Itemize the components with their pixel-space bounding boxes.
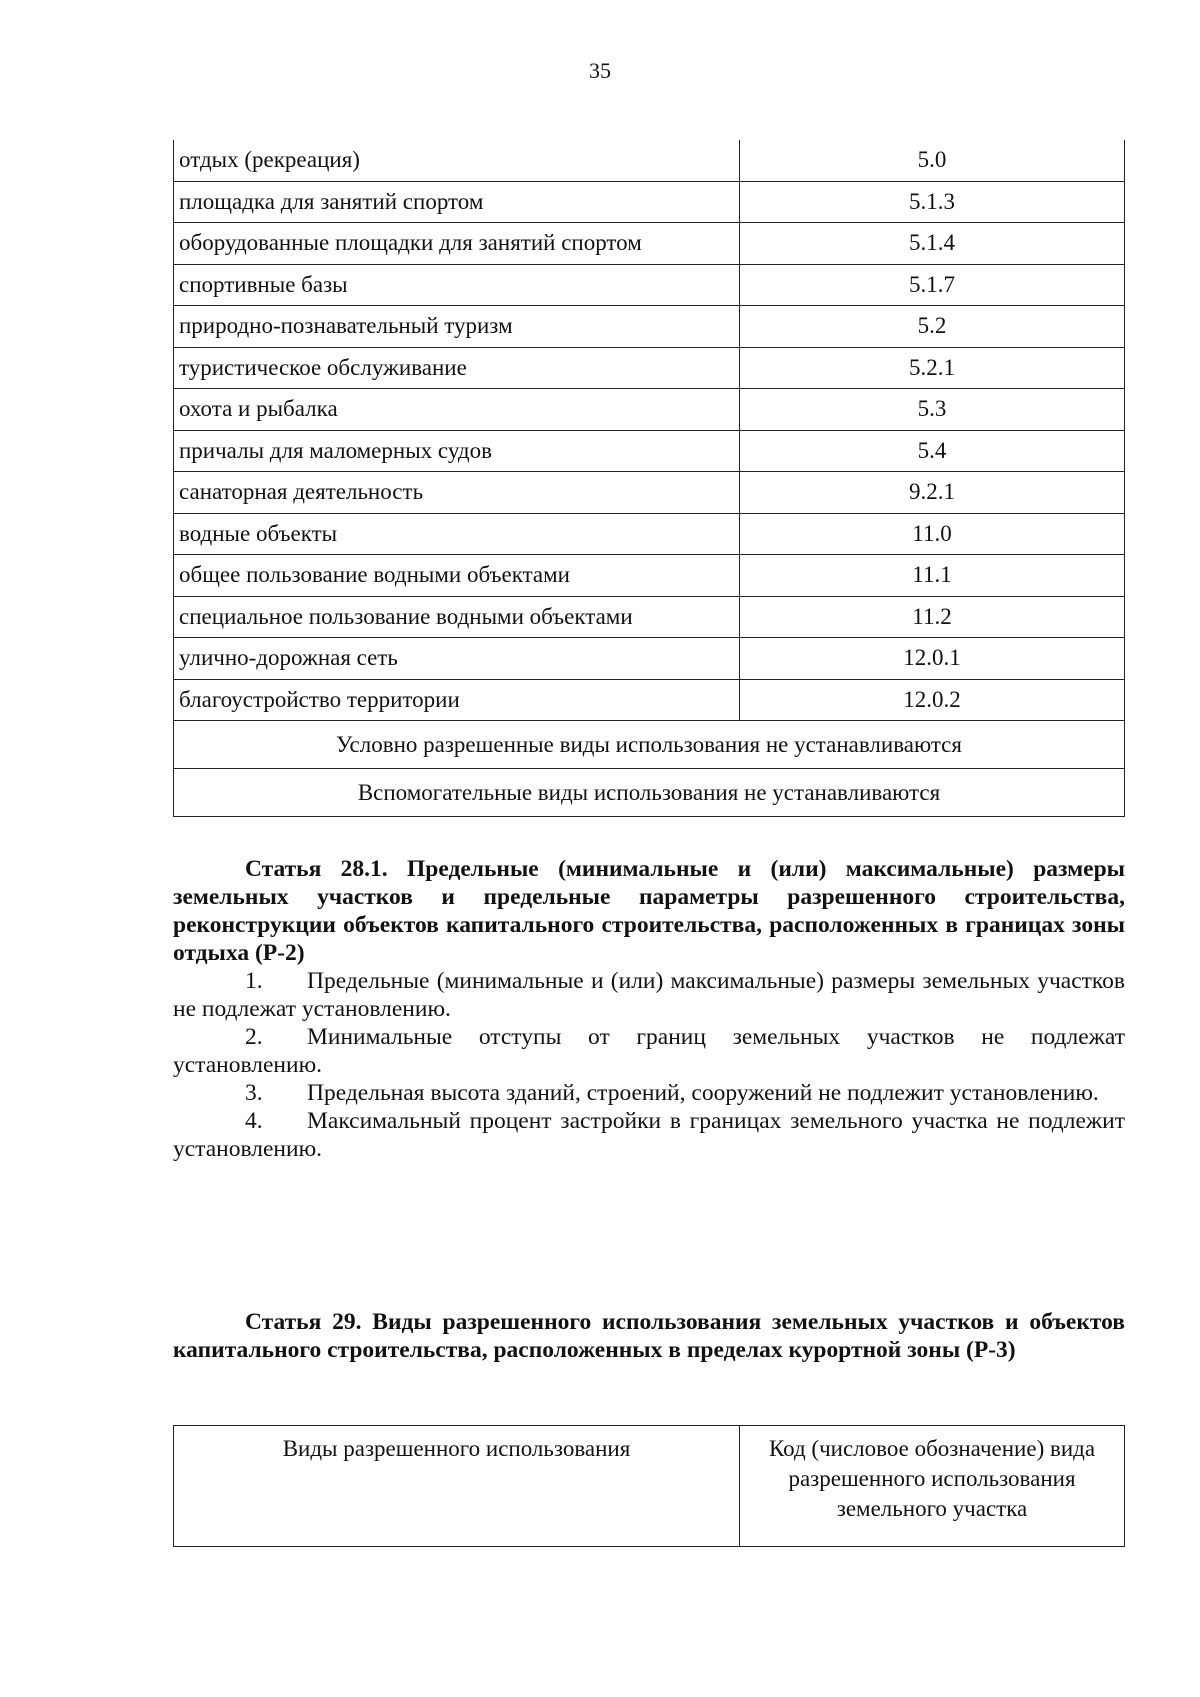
table-row bbox=[174, 223, 1125, 265]
use-code-cell: 5.0 bbox=[740, 140, 1125, 181]
table-row bbox=[174, 472, 1125, 514]
page-number: 35 bbox=[589, 58, 611, 83]
permitted-uses-table bbox=[173, 140, 1125, 817]
article-29 bbox=[173, 1308, 1125, 1364]
article-item-number: 1. bbox=[245, 968, 263, 994]
use-code-cell: 12.0.2 bbox=[740, 679, 1125, 721]
use-code-cell: 11.2 bbox=[740, 596, 1125, 638]
article-item-text: Предельная высота зданий, строений, сооружений не подлежит установлению. bbox=[307, 1080, 1099, 1106]
use-name-cell: причалы для маломерных судов bbox=[174, 430, 740, 472]
use-code-cell: 5.1.4 bbox=[740, 223, 1125, 265]
table-row bbox=[174, 430, 1125, 472]
use-name-cell: отдых (рекреация) bbox=[174, 140, 740, 181]
article-item bbox=[173, 1023, 1125, 1079]
article-item-number: 2. bbox=[245, 1024, 263, 1050]
use-name-cell: специальное пользование водными объектами bbox=[174, 596, 740, 638]
article-item bbox=[173, 967, 1125, 1023]
article-item bbox=[173, 1079, 1125, 1107]
use-code-cell: 11.1 bbox=[740, 555, 1125, 597]
use-code-cell: 5.2 bbox=[740, 306, 1125, 348]
use-name-cell: санаторная деятельность bbox=[174, 472, 740, 514]
use-name-cell: площадка для занятий спортом bbox=[174, 181, 740, 223]
table-row bbox=[174, 306, 1125, 348]
use-name-cell: благоустройство территории bbox=[174, 679, 740, 721]
table-row bbox=[174, 181, 1125, 223]
use-code-cell: 5.2.1 bbox=[740, 347, 1125, 389]
conditional-uses-note: Условно разрешенные виды использования не устанавливаются bbox=[174, 721, 1125, 769]
use-name-cell: улично-дорожная сеть bbox=[174, 638, 740, 680]
table-row bbox=[174, 596, 1125, 638]
article-item bbox=[173, 1107, 1125, 1163]
use-name-cell: природно-познавательный туризм bbox=[174, 306, 740, 348]
article-item-number: 3. bbox=[245, 1080, 263, 1106]
article-28-1 bbox=[173, 855, 1125, 1163]
use-code-cell: 5.1.7 bbox=[740, 264, 1125, 306]
use-code-cell: 5.4 bbox=[740, 430, 1125, 472]
table-row bbox=[174, 555, 1125, 597]
table-row bbox=[174, 513, 1125, 555]
resort-zone-table bbox=[173, 1425, 1125, 1547]
use-name-cell: оборудованные площадки для занятий спортом bbox=[174, 223, 740, 265]
table-row bbox=[174, 638, 1125, 680]
conditional-uses-row bbox=[174, 721, 1125, 769]
article-item-text: Минимальные отступы от границ земельных участков не подлежат установлению. bbox=[173, 1024, 1125, 1078]
article-item-text: Максимальный процент застройки в границах земельного участка не подлежит установлению. bbox=[173, 1108, 1125, 1162]
use-code-cell: 5.3 bbox=[740, 389, 1125, 431]
use-code-cell: 5.1.3 bbox=[740, 181, 1125, 223]
table-row bbox=[174, 679, 1125, 721]
article-item-number: 4. bbox=[245, 1108, 263, 1134]
article-28-1-heading: Статья 28.1. Предельные (минимальные и (или) максимальные) размеры земельных участков и предельные параметры разрешенного строительства, реконструкции объектов капитального строительства, расположенных в границах зоны отдыха (Р-2) bbox=[173, 856, 1125, 966]
table-row bbox=[174, 347, 1125, 389]
resort-zone-table-header bbox=[174, 1426, 1125, 1547]
article-item-text: Предельные (минимальные и (или) максимальные) размеры земельных участков не подлежат установлению. bbox=[173, 968, 1125, 1022]
use-code-cell: 12.0.1 bbox=[740, 638, 1125, 680]
use-name-cell: спортивные базы bbox=[174, 264, 740, 306]
use-name-cell: водные объекты bbox=[174, 513, 740, 555]
header-code-column: Код (числовое обозначение) вида разрешенного использования земельного участка bbox=[740, 1426, 1125, 1547]
article-29-heading: Статья 29. Виды разрешенного использования земельных участков и объектов капитального строительства, расположенных в пределах курортной зоны (Р-3) bbox=[173, 1309, 1125, 1363]
auxiliary-uses-row bbox=[174, 769, 1125, 817]
use-code-cell: 11.0 bbox=[740, 513, 1125, 555]
header-uses-column: Виды разрешенного использования bbox=[174, 1426, 740, 1547]
auxiliary-uses-note: Вспомогательные виды использования не устанавливаются bbox=[174, 769, 1125, 817]
use-name-cell: туристическое обслуживание bbox=[174, 347, 740, 389]
table-row bbox=[174, 389, 1125, 431]
table-row bbox=[174, 140, 1125, 181]
use-name-cell: общее пользование водными объектами bbox=[174, 555, 740, 597]
table-row bbox=[174, 264, 1125, 306]
use-name-cell: охота и рыбалка bbox=[174, 389, 740, 431]
use-code-cell: 9.2.1 bbox=[740, 472, 1125, 514]
